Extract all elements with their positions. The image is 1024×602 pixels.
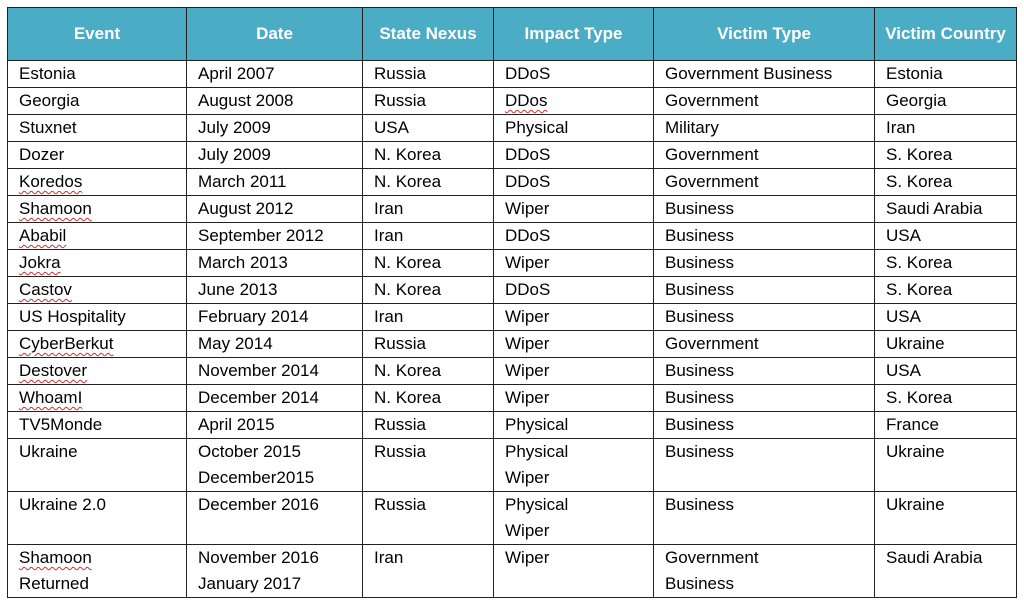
cell-state-nexus [363, 385, 494, 412]
header-event: Event [8, 8, 187, 61]
cell-line: Ukraine [886, 442, 945, 461]
cell-line: Business [665, 361, 734, 380]
table-row [8, 61, 1017, 88]
cell-line: Government [665, 548, 759, 567]
cell-victim-type [654, 492, 875, 545]
cell-victim-type [654, 223, 875, 250]
cell-line: Government [665, 334, 759, 353]
cell-line: Russia [374, 334, 426, 353]
cell-victim-type [654, 545, 875, 598]
cell-line: Iran [374, 199, 404, 218]
cell-date [187, 169, 363, 196]
cell-victim-type [654, 142, 875, 169]
cell-state-nexus [363, 115, 494, 142]
cell-line: January 2017 [198, 574, 302, 593]
table-row [8, 385, 1017, 412]
cell-line: France [886, 415, 939, 434]
cell-victim-country [875, 439, 1017, 492]
cell-line: Saudi Arabia [886, 548, 983, 567]
cell-line: Shamoon [19, 199, 92, 218]
table-row [8, 545, 1017, 598]
cell-line: Business [665, 442, 734, 461]
table-row [8, 277, 1017, 304]
cell-victim-type [654, 304, 875, 331]
table-row [8, 412, 1017, 439]
cell-date [187, 358, 363, 385]
cell-impact-type [494, 439, 654, 492]
cell-state-nexus [363, 277, 494, 304]
cell-impact-type [494, 142, 654, 169]
cell-victim-country [875, 492, 1017, 545]
cell-line: S. Korea [886, 172, 953, 191]
cell-impact-type [494, 61, 654, 88]
cell-event [8, 196, 187, 223]
cell-impact-type [494, 88, 654, 115]
cell-line: Wiper [505, 334, 550, 353]
cell-state-nexus [363, 196, 494, 223]
cell-line: N. Korea [374, 280, 442, 299]
cell-victim-country [875, 545, 1017, 598]
cell-line: Ukraine 2.0 [19, 495, 106, 514]
cell-state-nexus [363, 223, 494, 250]
cell-line: DDos [505, 91, 548, 110]
cell-date [187, 61, 363, 88]
cell-state-nexus [363, 439, 494, 492]
cell-line: Business [665, 199, 734, 218]
cell-date [187, 545, 363, 598]
cell-state-nexus [363, 304, 494, 331]
cell-line: S. Korea [886, 145, 953, 164]
table-row [8, 196, 1017, 223]
cell-line: Business [665, 253, 734, 272]
cell-line: September 2012 [198, 226, 324, 245]
cell-line: Wiper [505, 468, 550, 487]
cell-event [8, 223, 187, 250]
cell-victim-country [875, 412, 1017, 439]
table-body [8, 61, 1017, 598]
header-victim-country: Victim Country [875, 8, 1017, 61]
cell-victim-country [875, 61, 1017, 88]
cell-victim-type [654, 88, 875, 115]
cell-state-nexus [363, 169, 494, 196]
cell-victim-type [654, 196, 875, 223]
cell-date [187, 439, 363, 492]
cell-line: March 2011 [198, 172, 287, 191]
cell-victim-type [654, 277, 875, 304]
cell-victim-country [875, 115, 1017, 142]
cell-date [187, 412, 363, 439]
cell-line: N. Korea [374, 361, 442, 380]
cell-date [187, 277, 363, 304]
cell-event [8, 492, 187, 545]
cell-event [8, 439, 187, 492]
cell-date [187, 115, 363, 142]
table-row [8, 142, 1017, 169]
cell-event [8, 88, 187, 115]
cell-impact-type [494, 196, 654, 223]
cell-line: Shamoon [19, 548, 92, 567]
cell-event [8, 250, 187, 277]
cell-line: November 2016 [198, 548, 319, 567]
cell-line: Government [665, 145, 759, 164]
cell-impact-type [494, 492, 654, 545]
cell-line: Business [665, 388, 734, 407]
cell-state-nexus [363, 358, 494, 385]
cell-line: Russia [374, 91, 426, 110]
cell-victim-type [654, 61, 875, 88]
cell-line: S. Korea [886, 388, 953, 407]
cell-line: December2015 [198, 468, 315, 487]
cell-line: Koredos [19, 172, 83, 191]
cell-state-nexus [363, 142, 494, 169]
cell-date [187, 223, 363, 250]
cell-state-nexus [363, 61, 494, 88]
cell-line: Business [665, 574, 734, 593]
cell-event [8, 412, 187, 439]
cell-event [8, 142, 187, 169]
cell-line: February 2014 [198, 307, 309, 326]
cell-line: Saudi Arabia [886, 199, 983, 218]
cell-line: Physical [505, 118, 569, 137]
cell-impact-type [494, 115, 654, 142]
header-state-nexus: State Nexus [363, 8, 494, 61]
cell-line: October 2015 [198, 442, 302, 461]
table-row [8, 304, 1017, 331]
table-row [8, 358, 1017, 385]
cell-line: Ababil [19, 226, 67, 245]
cell-line: Ukraine [886, 495, 945, 514]
cell-line: March 2013 [198, 253, 288, 272]
cell-line: Ukraine [19, 442, 78, 461]
cell-victim-country [875, 385, 1017, 412]
cell-line: June 2013 [198, 280, 278, 299]
cell-line: CyberBerkut [19, 334, 114, 353]
cell-victim-country [875, 277, 1017, 304]
table-row [8, 115, 1017, 142]
cell-line: Government Business [665, 64, 833, 83]
cell-line: N. Korea [374, 145, 442, 164]
cell-line: Military [665, 118, 719, 137]
cell-victim-country [875, 169, 1017, 196]
table-row [8, 250, 1017, 277]
cell-impact-type [494, 277, 654, 304]
cell-event [8, 331, 187, 358]
table-row [8, 439, 1017, 492]
cell-line: Iran [374, 548, 404, 567]
cell-line: August 2012 [198, 199, 294, 218]
cell-event [8, 169, 187, 196]
cell-state-nexus [363, 331, 494, 358]
cell-line: N. Korea [374, 253, 442, 272]
cell-line: DDoS [505, 172, 551, 191]
cell-line: Business [665, 226, 734, 245]
cell-date [187, 385, 363, 412]
cell-line: S. Korea [886, 253, 953, 272]
cell-line: Wiper [505, 548, 550, 567]
cell-line: USA [374, 118, 409, 137]
cell-state-nexus [363, 412, 494, 439]
cell-line: Wiper [505, 307, 550, 326]
cell-line: Estonia [19, 64, 76, 83]
cell-victim-country [875, 88, 1017, 115]
cell-line: USA [886, 226, 921, 245]
cell-line: July 2009 [198, 145, 271, 164]
header-impact-type: Impact Type [494, 8, 654, 61]
cell-line: Wiper [505, 361, 550, 380]
cell-line: Georgia [886, 91, 947, 110]
cell-line: August 2008 [198, 91, 294, 110]
cell-line: July 2009 [198, 118, 271, 137]
cell-line: April 2015 [198, 415, 275, 434]
cell-line: US Hospitality [19, 307, 126, 326]
cell-event [8, 277, 187, 304]
cell-line: Wiper [505, 199, 550, 218]
cell-impact-type [494, 385, 654, 412]
cell-event [8, 545, 187, 598]
cell-line: Russia [374, 415, 426, 434]
cell-impact-type [494, 169, 654, 196]
cell-date [187, 304, 363, 331]
cell-line: DDoS [505, 64, 551, 83]
cell-line: DDoS [505, 226, 551, 245]
cell-date [187, 492, 363, 545]
cell-line: Business [665, 495, 734, 514]
cell-line: Georgia [19, 91, 80, 110]
cell-victim-type [654, 331, 875, 358]
cell-impact-type [494, 223, 654, 250]
cell-event [8, 115, 187, 142]
cell-impact-type [494, 412, 654, 439]
cell-state-nexus [363, 88, 494, 115]
cyber-events-table [7, 7, 1017, 598]
cell-date [187, 331, 363, 358]
cell-line: November 2014 [198, 361, 319, 380]
cell-line: Government [665, 91, 759, 110]
cell-state-nexus [363, 492, 494, 545]
cell-victim-country [875, 196, 1017, 223]
cell-line: Business [665, 280, 734, 299]
cell-line: N. Korea [374, 388, 442, 407]
cell-line: Iran [374, 226, 404, 245]
cell-line: Physical [505, 495, 569, 514]
cell-impact-type [494, 304, 654, 331]
header-date: Date [187, 8, 363, 61]
cell-line: December 2016 [198, 495, 319, 514]
cell-line: Ukraine [886, 334, 945, 353]
cell-line: May 2014 [198, 334, 273, 353]
cell-event [8, 304, 187, 331]
cell-line: Russia [374, 442, 426, 461]
cell-line: USA [886, 361, 921, 380]
cell-victim-type [654, 250, 875, 277]
cell-line: Stuxnet [19, 118, 77, 137]
cell-line: Physical [505, 415, 569, 434]
cell-line: Returned [19, 574, 89, 593]
cell-date [187, 142, 363, 169]
cell-line: N. Korea [374, 172, 442, 191]
cell-line: Jokra [19, 253, 61, 272]
cell-victim-type [654, 115, 875, 142]
header-row [8, 8, 1017, 61]
cell-line: TV5Monde [19, 415, 103, 434]
cell-event [8, 385, 187, 412]
cell-victim-country [875, 250, 1017, 277]
cell-date [187, 88, 363, 115]
cell-date [187, 250, 363, 277]
cell-impact-type [494, 250, 654, 277]
cell-line: Wiper [505, 521, 550, 540]
cell-victim-type [654, 358, 875, 385]
cell-line: Estonia [886, 64, 943, 83]
cell-line: Business [665, 307, 734, 326]
cell-victim-type [654, 385, 875, 412]
cell-date [187, 196, 363, 223]
table-row [8, 331, 1017, 358]
cell-line: Iran [374, 307, 404, 326]
cell-victim-type [654, 412, 875, 439]
cell-line: DDoS [505, 145, 551, 164]
cell-line: Wiper [505, 253, 550, 272]
cell-line: Wiper [505, 388, 550, 407]
cell-line: S. Korea [886, 280, 953, 299]
cell-event [8, 358, 187, 385]
cell-line: Iran [886, 118, 916, 137]
cell-line: Physical [505, 442, 569, 461]
cell-impact-type [494, 331, 654, 358]
cell-victim-country [875, 331, 1017, 358]
cell-line: April 2007 [198, 64, 275, 83]
cell-victim-type [654, 169, 875, 196]
cell-line: December 2014 [198, 388, 319, 407]
cell-victim-country [875, 223, 1017, 250]
cell-state-nexus [363, 250, 494, 277]
cell-line: Russia [374, 64, 426, 83]
cell-line: Destover [19, 361, 88, 380]
cell-line: DDoS [505, 280, 551, 299]
table-row [8, 492, 1017, 545]
cell-line: Russia [374, 495, 426, 514]
cell-line: WhoamI [19, 388, 83, 407]
cell-impact-type [494, 545, 654, 598]
cell-line: Dozer [19, 145, 65, 164]
cell-line: Government [665, 172, 759, 191]
table-row [8, 88, 1017, 115]
cell-state-nexus [363, 545, 494, 598]
cell-line: Business [665, 415, 734, 434]
cell-victim-country [875, 142, 1017, 169]
cell-victim-country [875, 358, 1017, 385]
cell-victim-type [654, 439, 875, 492]
cell-victim-country [875, 304, 1017, 331]
header-victim-type: Victim Type [654, 8, 875, 61]
cell-line: Castov [19, 280, 72, 299]
cell-impact-type [494, 358, 654, 385]
cell-event [8, 61, 187, 88]
cell-line: USA [886, 307, 921, 326]
table-row [8, 223, 1017, 250]
table-row [8, 169, 1017, 196]
